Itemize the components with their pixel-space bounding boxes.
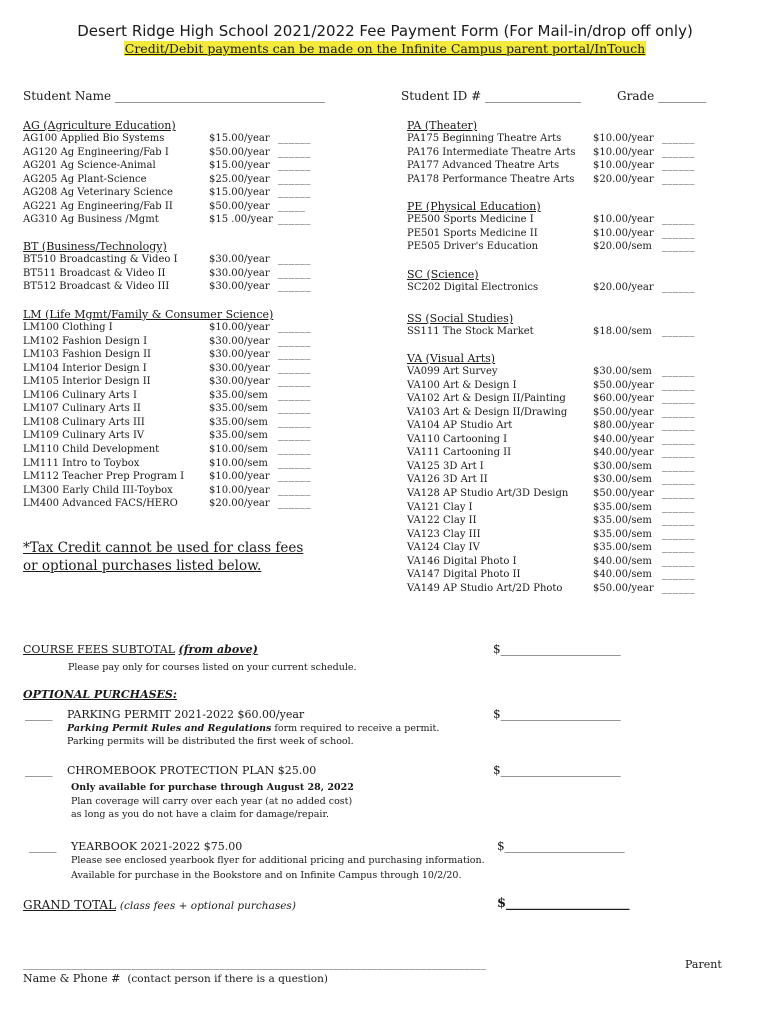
section-heading: PE (Physical Education) [407, 200, 541, 213]
course-row [23, 132, 353, 146]
course-price: $30.00/year [209, 281, 270, 293]
course-select-blank[interactable]: ______ [662, 133, 695, 144]
course-row [407, 365, 737, 379]
course-price: $10.00/year [593, 133, 654, 144]
course-select-blank[interactable]: ______ [278, 376, 311, 388]
course-row [407, 146, 737, 160]
course-name: LM112 Teacher Prep Program I [23, 471, 185, 483]
course-row [407, 582, 737, 596]
course-price: $35.00/sem [209, 403, 268, 415]
course-select-blank[interactable]: ______ [278, 173, 311, 185]
course-row [23, 213, 353, 227]
course-select-blank[interactable]: ______ [662, 326, 695, 337]
yearbook-amount[interactable]: $____________________ [497, 839, 625, 853]
course-price: $10.00/year [593, 214, 654, 225]
course-select-blank[interactable]: ______ [662, 569, 695, 581]
course-name: LM102 Fashion Design I [23, 335, 148, 347]
course-name: LM109 Culinary Arts IV [23, 430, 145, 442]
course-name: PE501 Sports Medicine II [407, 227, 538, 239]
grand-total-amount[interactable]: $___________________ [497, 896, 630, 911]
course-name: VA104 AP Studio Art [407, 420, 513, 432]
course-select-blank[interactable]: ______ [278, 133, 311, 144]
course-price: $10.00/year [209, 484, 270, 496]
course-name: SC202 Digital Electronics [407, 282, 539, 293]
yearbook-checkbox[interactable]: _____ [29, 840, 57, 853]
course-select-blank[interactable]: ______ [278, 146, 311, 158]
course-row [23, 497, 353, 511]
course-price: $10.00/sem [209, 443, 268, 455]
course-row [23, 470, 353, 484]
course-name: VA125 3D Art I [407, 460, 484, 472]
section-heading: VA (Visual Arts) [407, 352, 496, 365]
course-name: LM110 Child Development [23, 443, 160, 455]
form-subtitle [0, 41, 770, 56]
grand-total-label: GRAND TOTAL (class fees + optional purchases) [23, 898, 296, 912]
course-select-blank[interactable]: ______ [662, 282, 695, 293]
course-price: $10.00/year [593, 227, 654, 239]
parking-permit-label: PARKING PERMIT 2021-2022 $60.00/year [67, 708, 305, 721]
course-select-blank[interactable]: ______ [278, 160, 311, 172]
course-select-blank[interactable]: ______ [662, 460, 695, 472]
course-row [407, 240, 737, 254]
course-row [407, 419, 737, 433]
course-select-blank[interactable]: ______ [278, 335, 311, 347]
course-row [407, 406, 737, 420]
course-select-blank[interactable]: ______ [662, 173, 695, 185]
course-select-blank[interactable]: ______ [662, 487, 695, 499]
course-price: $15.00/year [209, 133, 270, 144]
course-name: BT512 Broadcast & Video III [23, 281, 170, 293]
section-heading: PA (Theater) [407, 119, 478, 132]
course-row [407, 460, 737, 474]
course-price: $25.00/year [209, 173, 270, 185]
course-name: VA149 AP Studio Art/2D Photo [407, 582, 563, 594]
course-price: $30.00/sem [593, 366, 652, 377]
course-name: VA102 Art & Design II/Painting [407, 393, 566, 405]
course-select-blank[interactable]: _____ [278, 200, 306, 212]
course-select-blank[interactable]: ______ [662, 528, 695, 540]
course-select-blank[interactable]: ______ [278, 430, 311, 442]
tax-credit-note-line2: or optional purchases listed below. [23, 558, 262, 574]
course-price: $35.00/sem [209, 430, 268, 442]
course-select-blank[interactable]: ______ [278, 403, 311, 415]
course-row [23, 402, 353, 416]
course-price: $30.00/sem [593, 460, 652, 472]
course-row [23, 186, 353, 200]
course-row [407, 541, 737, 555]
course-select-blank[interactable]: ______ [662, 542, 695, 554]
course-row [23, 267, 353, 281]
course-name: LM108 Culinary Arts III [23, 416, 145, 428]
course-select-blank[interactable]: ______ [278, 416, 311, 428]
course-name: VA121 Clay I [407, 501, 473, 513]
course-price: $40.00/sem [593, 555, 652, 567]
course-price: $10.00/year [593, 146, 654, 158]
course-select-blank[interactable]: ______ [278, 281, 311, 293]
course-row [23, 321, 353, 335]
course-name: AG120 Ag Engineering/Fab I [23, 146, 169, 158]
course-name: AG221 Ag Engineering/Fab II [23, 200, 173, 212]
course-select-blank[interactable]: ______ [278, 457, 311, 469]
course-price: $80.00/year [593, 420, 654, 432]
course-price: $30.00/year [209, 349, 270, 361]
course-select-blank[interactable]: ______ [278, 484, 311, 496]
course-name: VA123 Clay III [407, 528, 481, 540]
course-price: $35.00/sem [593, 542, 652, 554]
course-row [407, 132, 737, 146]
course-name: AG205 Ag Plant-Science [23, 173, 147, 185]
course-name: AG208 Ag Veterinary Science [23, 187, 173, 199]
course-select-blank[interactable]: ______ [662, 420, 695, 432]
course-select-blank[interactable]: ______ [662, 406, 695, 418]
course-price: $50.00/year [593, 487, 654, 499]
course-name: LM103 Fashion Design II [23, 349, 151, 361]
course-row [407, 213, 737, 227]
chromebook-amount[interactable]: $____________________ [493, 763, 621, 777]
chromebook-checkbox[interactable]: _____ [25, 764, 53, 777]
student-id-field[interactable]: Student ID # ________________ [401, 89, 581, 103]
course-price: $20.00/year [593, 173, 654, 185]
course-row [23, 416, 353, 430]
course-name: LM400 Advanced FACS/HERO [23, 498, 178, 510]
course-row [407, 501, 737, 515]
chromebook-note1: Only available for purchase through August 28, 2022 [71, 782, 354, 793]
course-select-blank[interactable]: ______ [662, 379, 695, 391]
course-price: $15.00/year [209, 187, 270, 199]
course-select-blank[interactable]: ______ [662, 515, 695, 527]
section-heading: BT (Business/Technology) [23, 240, 167, 253]
course-name: VA122 Clay II [407, 515, 477, 527]
section-heading: LM (Life Mgmt/Family & Consumer Science) [23, 308, 274, 321]
course-name: LM104 Interior Design I [23, 362, 147, 374]
yearbook-label: YEARBOOK 2021-2022 $75.00 [71, 840, 243, 853]
course-price: $10.00/year [209, 322, 270, 333]
section-heading: SS (Social Studies) [407, 312, 514, 325]
optional-purchases-heading: OPTIONAL PURCHASES: [23, 688, 177, 701]
course-row [407, 487, 737, 501]
course-select-blank[interactable]: ______ [278, 498, 311, 510]
course-select-blank[interactable]: ______ [662, 501, 695, 513]
parent-signature-line[interactable]: _____________________________________________________________________________________ [23, 958, 487, 970]
name-phone-label: Name & Phone # (contact person if there is a question) [23, 972, 328, 985]
course-select-blank[interactable]: ______ [278, 214, 311, 226]
course-select-blank[interactable]: ______ [662, 227, 695, 239]
course-price: $20.00/year [209, 498, 270, 510]
course-name: PE505 Driver's Education [407, 241, 539, 253]
course-select-blank[interactable]: ______ [662, 146, 695, 158]
course-row [407, 281, 737, 295]
course-name: LM105 Interior Design II [23, 376, 151, 388]
chromebook-note2: Plan coverage will carry over each year (at no added cost) [71, 796, 353, 807]
course-price: $35.00/sem [593, 515, 652, 527]
course-name: PE500 Sports Medicine I [407, 214, 534, 225]
course-price: $50.00/year [209, 146, 270, 158]
course-row [23, 146, 353, 160]
course-row [23, 280, 353, 294]
chromebook-note3: as long as you do not have a claim for damage/repair. [71, 809, 329, 820]
course-name: LM300 Early Child III-Toybox [23, 484, 173, 496]
course-select-blank[interactable]: ______ [662, 447, 695, 459]
subtotal-note: Please pay only for courses listed on your current schedule. [68, 662, 357, 673]
course-price: $30.00/sem [593, 474, 652, 486]
course-select-blank[interactable]: ______ [662, 433, 695, 445]
tax-credit-note [23, 539, 303, 575]
course-select-blank[interactable]: ______ [662, 555, 695, 567]
grade-field[interactable]: Grade ________ [617, 89, 707, 103]
course-row [407, 227, 737, 241]
course-price: $20.00/year [593, 282, 654, 293]
course-fees-subtotal-label: COURSE FEES SUBTOTAL (from above) [23, 643, 258, 656]
parent-label: Parent [685, 958, 722, 971]
course-row [23, 484, 353, 498]
course-row [23, 429, 353, 443]
course-row [407, 379, 737, 393]
course-select-blank[interactable]: ______ [662, 582, 695, 594]
course-row [23, 173, 353, 187]
course-price: $10.00/year [593, 160, 654, 172]
course-price: $10.00/year [209, 471, 270, 483]
course-row [407, 473, 737, 487]
course-price: $35.00/sem [209, 416, 268, 428]
course-row [407, 528, 737, 542]
parking-permit-amount[interactable]: $____________________ [493, 707, 621, 721]
course-name: VA099 Art Survey [407, 366, 498, 377]
course-name: BT511 Broadcast & Video II [23, 267, 166, 279]
course-name: VA124 Clay IV [407, 542, 480, 554]
parking-permit-note1: Parking Permit Rules and Regulations form required to receive a permit. [67, 723, 440, 734]
course-price: $30.00/year [209, 254, 270, 265]
course-select-blank[interactable]: ______ [662, 393, 695, 405]
course-select-blank[interactable]: ______ [662, 241, 695, 253]
course-name: AG201 Ag Science-Animal [23, 160, 156, 172]
course-price: $20.00/sem [593, 241, 652, 253]
course-price: $40.00/year [593, 447, 654, 459]
course-name: LM107 Culinary Arts II [23, 403, 141, 415]
course-fees-subtotal-input[interactable]: $____________________ [493, 642, 621, 656]
course-price: $50.00/year [593, 582, 654, 594]
course-select-blank[interactable]: ______ [662, 474, 695, 486]
course-price: $15.00/year [209, 160, 270, 172]
course-select-blank[interactable]: ______ [278, 267, 311, 279]
course-row [23, 348, 353, 362]
course-name: PA177 Advanced Theatre Arts [407, 160, 560, 172]
course-name: VA103 Art & Design II/Drawing [407, 406, 568, 418]
course-select-blank[interactable]: ______ [662, 160, 695, 172]
chromebook-label: CHROMEBOOK PROTECTION PLAN $25.00 [67, 764, 317, 777]
course-name: PA176 Intermediate Theatre Arts [407, 146, 576, 158]
course-row [407, 514, 737, 528]
course-row [23, 159, 353, 173]
course-price: $50.00/year [209, 200, 270, 212]
course-select-blank[interactable]: ______ [662, 366, 695, 377]
course-row [407, 173, 737, 187]
course-price: $30.00/year [209, 362, 270, 374]
course-price: $35.00/sem [593, 501, 652, 513]
subtitle-highlight: Credit/Debit payments can be made on the Infinite Campus parent portal/InTouch [124, 41, 646, 56]
student-name-field[interactable]: Student Name ___________________________________ [23, 89, 325, 103]
course-row [407, 568, 737, 582]
course-name: LM106 Culinary Arts I [23, 389, 137, 401]
course-price: $10.00/sem [209, 457, 268, 469]
yearbook-note1: Please see enclosed yearbook flyer for additional pricing and purchasing information. [71, 855, 485, 866]
course-price: $15 .00/year [209, 214, 273, 226]
course-row [407, 555, 737, 569]
course-select-blank[interactable]: ______ [278, 389, 311, 401]
course-price: $30.00/year [209, 376, 270, 388]
course-select-blank[interactable]: ______ [278, 322, 311, 333]
course-price: $30.00/year [209, 267, 270, 279]
course-name: VA111 Cartooning II [407, 447, 512, 459]
course-select-blank[interactable]: ______ [278, 349, 311, 361]
course-name: PA178 Performance Theatre Arts [407, 173, 575, 185]
course-select-blank[interactable]: ______ [278, 187, 311, 199]
course-price: $60.00/year [593, 393, 654, 405]
course-price: $35.00/sem [593, 528, 652, 540]
course-name: AG310 Ag Business /Mgmt [23, 214, 159, 226]
course-name: AG100 Applied Bio Systems [23, 133, 165, 144]
course-row [23, 335, 353, 349]
course-name: BT510 Broadcasting & Video I [23, 254, 178, 265]
course-price: $40.00/sem [593, 569, 652, 581]
parking-permit-checkbox[interactable]: _____ [25, 708, 53, 721]
course-row [407, 159, 737, 173]
course-name: VA128 AP Studio Art/3D Design [407, 487, 569, 499]
course-name: VA110 Cartooning I [407, 433, 508, 445]
course-row [407, 392, 737, 406]
course-select-blank[interactable]: ______ [278, 443, 311, 455]
course-row [407, 446, 737, 460]
course-row [407, 325, 737, 339]
course-price: $18.00/sem [593, 326, 652, 337]
yearbook-note2: Available for purchase in the Bookstore and on Infinite Campus through 10/2/20. [71, 870, 462, 881]
course-row [23, 375, 353, 389]
parking-permit-note2: Parking permits will be distributed the first week of school. [67, 736, 354, 747]
course-row [23, 457, 353, 471]
course-select-blank[interactable]: ______ [278, 362, 311, 374]
course-select-blank[interactable]: ______ [662, 214, 695, 225]
course-name: LM111 Intro to Toybox [23, 457, 140, 469]
section-heading: AG (Agriculture Education) [23, 119, 176, 132]
course-row [23, 362, 353, 376]
course-row [23, 200, 353, 214]
course-row [23, 389, 353, 403]
section-heading: SC (Science) [407, 268, 479, 281]
course-price: $30.00/year [209, 335, 270, 347]
course-select-blank[interactable]: ______ [278, 254, 311, 265]
course-name: VA146 Digital Photo I [407, 555, 517, 567]
course-price: $35.00/sem [209, 389, 268, 401]
course-name: VA126 3D Art II [407, 474, 488, 486]
course-name: VA100 Art & Design I [407, 379, 517, 391]
course-name: LM100 Clothing I [23, 322, 113, 333]
course-price: $50.00/year [593, 406, 654, 418]
course-row [23, 443, 353, 457]
course-select-blank[interactable]: ______ [278, 471, 311, 483]
course-row [407, 433, 737, 447]
tax-credit-note-line1: *Tax Credit cannot be used for class fees [23, 540, 304, 556]
course-name: SS111 The Stock Market [407, 326, 534, 337]
form-title: Desert Ridge High School 2021/2022 Fee Payment Form (For Mail-in/drop off only) [77, 22, 693, 40]
course-row [23, 253, 353, 267]
course-price: $50.00/year [593, 379, 654, 391]
course-price: $40.00/year [593, 433, 654, 445]
course-name: VA147 Digital Photo II [407, 569, 521, 581]
course-name: PA175 Beginning Theatre Arts [407, 133, 562, 144]
